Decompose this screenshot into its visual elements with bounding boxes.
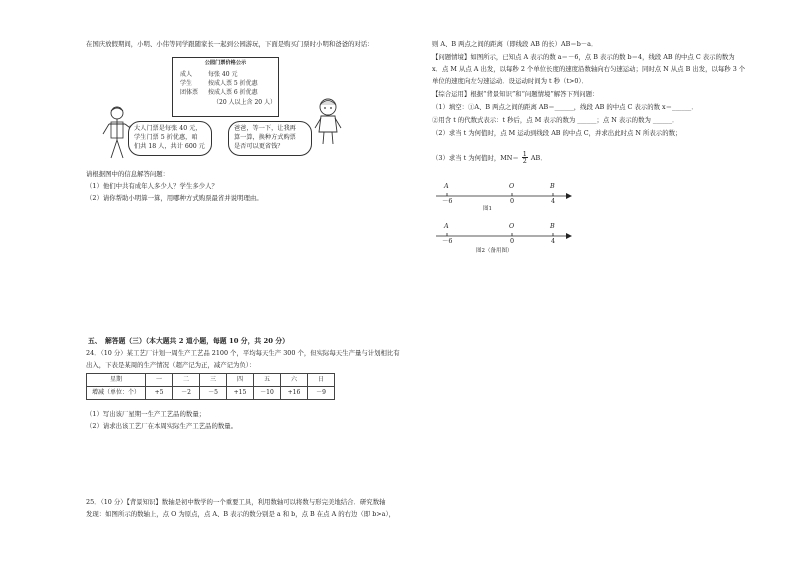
- line-9-suffix: AB．: [530, 153, 547, 162]
- problem-24-question-2: （2）请求出该工艺厂在本周实际生产工艺品的数量。: [86, 422, 238, 430]
- sign-note: （20 人以上含 20 人）: [213, 99, 276, 106]
- production-table: [86, 373, 335, 400]
- problem-25-line-1: 25．（10 分）【背景知识】数轴是初中数学的一个重要工具，利用数轴可以将数与形完美地结合．研究数轴: [86, 498, 386, 506]
- point-label: B: [550, 222, 555, 230]
- point-value: 4: [551, 197, 556, 205]
- table-cell: 五: [254, 374, 281, 387]
- xiaoming-figure-icon: [312, 96, 346, 146]
- bubble-line: 学生门票 5 折优惠，咱: [134, 133, 198, 141]
- point-value: －6: [442, 197, 453, 205]
- sign-row-price: 按成人票 6 折优惠: [208, 89, 258, 96]
- point-value: 0: [510, 237, 515, 245]
- table-cell: 六: [281, 374, 308, 387]
- problem-25-line-2: 发现：如图所示的数轴上，点 O 为原点，点 A、B 表示的数分别是 a 和 b，点 B 在点 A 的右边（即 b>a），: [86, 510, 396, 518]
- point-value: 4: [551, 237, 556, 245]
- table-row: [87, 374, 335, 387]
- question-1: （1）他们中共有成年人多少人？学生多少人？: [86, 182, 218, 190]
- table-cell: 增减（单位：个）: [87, 387, 146, 400]
- question-2: （2）请你帮助小明算一算，用哪种方式购票最省并说明理由。: [86, 194, 263, 202]
- right-line-6: （1）填空：①A、B 两点之间的距离 AB＝______，线段 AB 的中点 C 表示的数 x＝______．: [432, 103, 698, 111]
- bubble-line: 算一算，换种方式购票: [234, 133, 296, 141]
- problem-24-question-1: （1）写出该厂星期一生产工艺品的数量；: [86, 410, 206, 418]
- bubble-line: 大人门票是每张 40 元，: [134, 125, 202, 132]
- question-prompt: 请根据图中的信息解答问题：: [86, 170, 170, 178]
- figure-2-caption: 图2（备用图）: [476, 248, 513, 254]
- fraction-denominator: 2: [522, 157, 527, 166]
- bubble-line: 是否可以更省钱？: [234, 142, 284, 150]
- point-label: B: [550, 182, 555, 190]
- right-line-2: 【问题情境】如图所示，已知点 A 表示的数 a＝－6，点 B 表示的数 b＝4，线段 AB 的中点 C 表示的数为: [432, 53, 735, 61]
- table-cell: 星期: [87, 374, 146, 387]
- table-row: [87, 387, 335, 400]
- table-cell: －9: [308, 387, 335, 400]
- sign-row-price: 按成人票 5 折优惠: [208, 80, 258, 87]
- figure-1-caption: 图1: [483, 206, 492, 212]
- table-cell: +15: [227, 387, 254, 400]
- table-cell: 一: [146, 374, 173, 387]
- table-cell: 二: [173, 374, 200, 387]
- speech-bubble-father: [128, 121, 212, 156]
- sign-row-name: 成人: [180, 71, 193, 78]
- fraction: [522, 151, 528, 165]
- point-value: －6: [442, 237, 453, 245]
- point-value: 0: [510, 197, 515, 205]
- right-line-5: 【综合运用】根据“背景知识”和“问题情境”解答下列问题：: [432, 90, 599, 98]
- table-cell: +5: [146, 387, 173, 400]
- right-line-8: （2）求当 t 为何值时，点 M 运动到线段 AB 的中点 C，并求出此时点 N 所表示的数；: [432, 129, 682, 137]
- line-9-prefix: （3）求当 t 为何值时，MN＝: [432, 153, 519, 162]
- bubble-line: 爸爸，等一下，让我再: [234, 125, 296, 132]
- section-heading: 五、 解答题（三）（本大题共 2 道小题，每题 10 分，共 20 分）: [88, 337, 289, 345]
- point-label: A: [444, 182, 449, 190]
- bubble-line: 们共 18 人，共计 600 元: [134, 142, 205, 150]
- problem-24-line-2: 出入，下表是某周的生产情况（超产记为正，减产记为负）：: [86, 361, 256, 369]
- right-line-7: ②用含 t 的代数式表示：t 秒后，点 M 表示的数为 ______；点 N 表示的数为 ______．: [432, 116, 679, 124]
- right-line-3: x．点 M 从点 A 出发，以每秒 2 个单位长度的速度沿数轴向右匀速运动；同时点 N 从点 B 出发，以每秒 3 个: [432, 65, 746, 73]
- point-label: O: [509, 182, 515, 190]
- right-line-9: [432, 151, 547, 165]
- table-cell: －10: [254, 387, 281, 400]
- table-cell: 三: [200, 374, 227, 387]
- table-cell: －5: [200, 387, 227, 400]
- right-line-1: 则 A、B 两点之间的距离（即线段 AB 的长）AB＝b－a．: [432, 40, 598, 48]
- table-cell: 日: [308, 374, 335, 387]
- point-label: O: [509, 222, 515, 230]
- table-cell: +16: [281, 387, 308, 400]
- point-label: A: [444, 222, 449, 230]
- right-line-4: 单位的速度向左匀速运动．设运动时间为 t 秒（t>0）．: [432, 77, 589, 85]
- sign-title: 公园门票价格公示: [204, 60, 247, 66]
- sign-row-name: 团体票: [180, 89, 199, 96]
- intro-text: 在国庆放假期间，小明、小伟等同学跟随家长一起到公园游玩，下面是购买门票时小明和爸爸的对话：: [86, 40, 374, 48]
- speech-bubble-xiaoming: [228, 121, 312, 156]
- price-sign: [172, 57, 279, 117]
- sign-row-name: 学生: [180, 80, 193, 87]
- problem-24-line-1: 24．（10 分）某工艺厂计划一周生产工艺品 2100 个，平均每天生产 300 个，但实际每天生产量与计划相比有: [86, 349, 400, 357]
- sign-row-price: 每张 40 元: [208, 71, 238, 78]
- table-cell: －2: [173, 387, 200, 400]
- table-cell: 四: [227, 374, 254, 387]
- fraction-numerator: 1: [522, 150, 527, 158]
